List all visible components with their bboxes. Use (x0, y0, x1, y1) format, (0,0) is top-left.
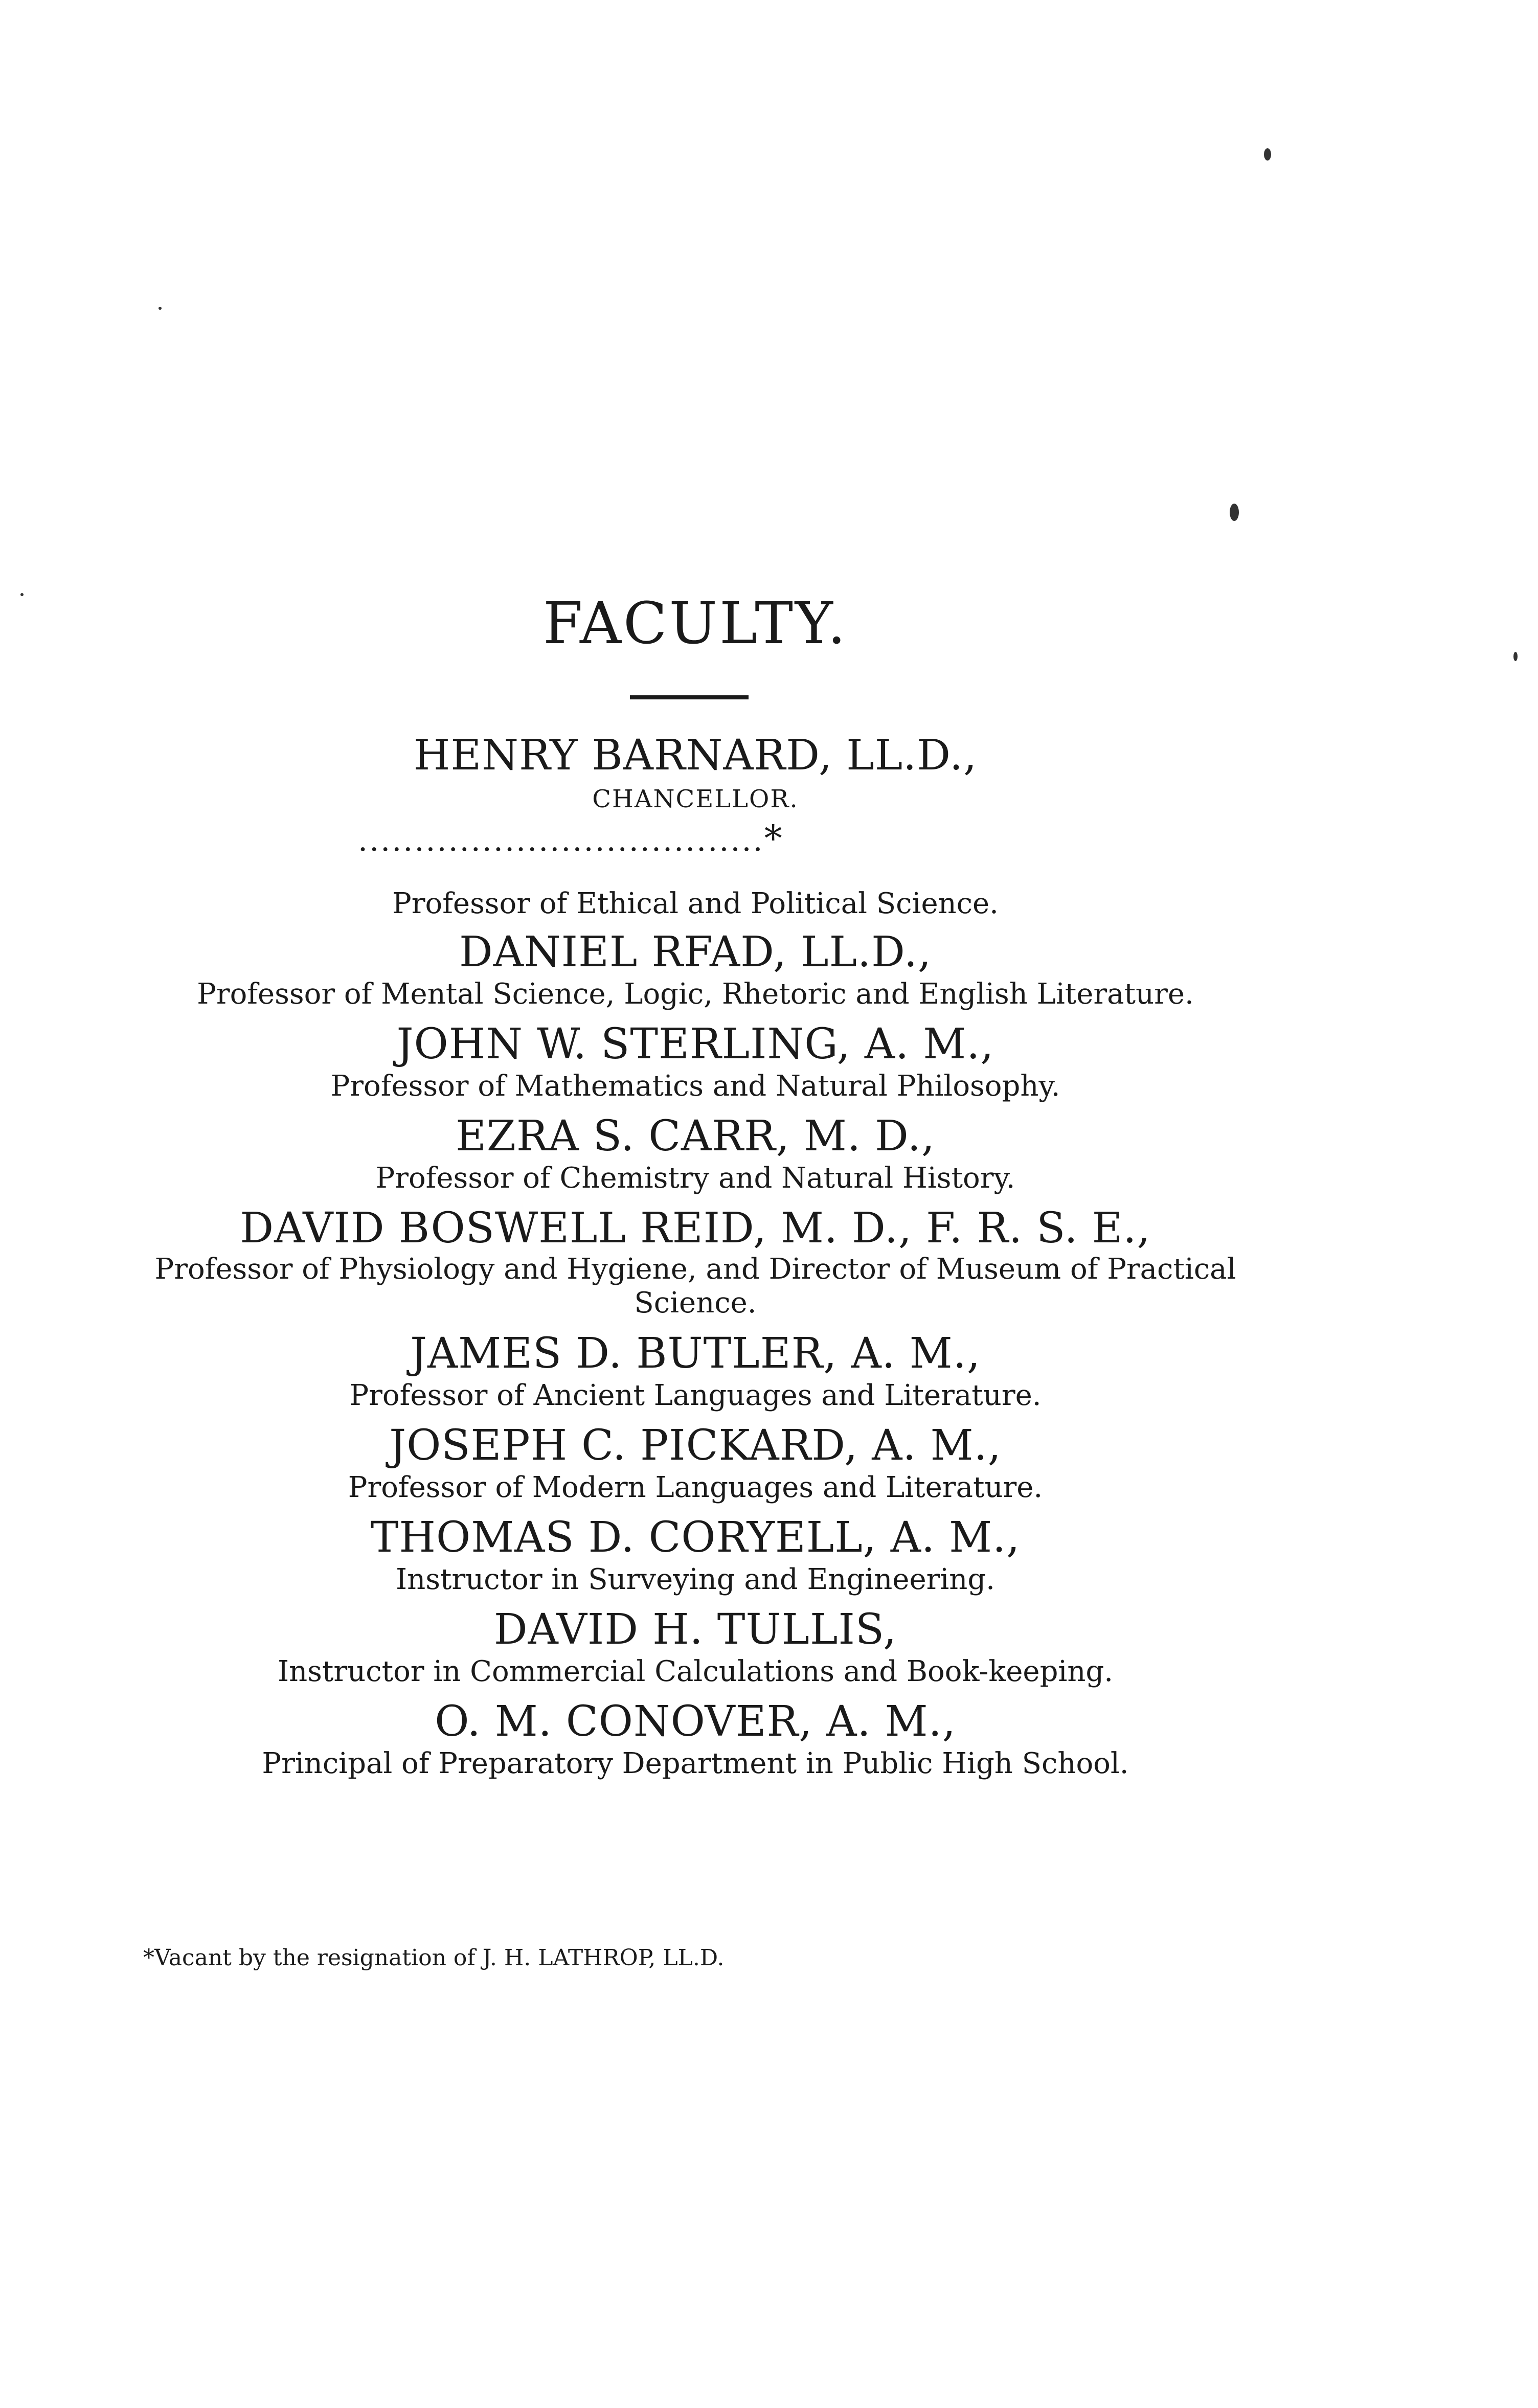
ink-speck (159, 307, 162, 310)
footnote-marker: * (764, 818, 784, 859)
ink-speck (1230, 504, 1239, 521)
faculty-role: Instructor in Surveying and Engineering. (396, 1563, 995, 1596)
faculty-name: DANIEL RFAD, LL.D., (459, 928, 932, 976)
title-rule (630, 695, 749, 699)
faculty-role: Professor of Physiology and Hygiene, and Director of Museum of Practical (154, 1253, 1236, 1286)
page-title: FACULTY. (543, 590, 848, 657)
faculty-name: DAVID H. TULLIS, (493, 1605, 897, 1654)
footnote: *Vacant by the resignation of J. H. LATHROP, LL.D. (143, 1945, 725, 1971)
faculty-role: Professor of Mathematics and Natural Philosophy. (330, 1070, 1060, 1103)
faculty-role: Professor of Modern Languages and Literature. (348, 1471, 1043, 1504)
faculty-name: JAMES D. BUTLER, A. M., (410, 1329, 981, 1378)
faculty-name: O. M. CONOVER, A. M., (435, 1697, 956, 1746)
faculty-role: Instructor in Commercial Calculations and Book-keeping. (277, 1655, 1114, 1688)
dot-leader: .................................... (358, 823, 764, 858)
ink-speck (1264, 148, 1271, 161)
faculty-name: DAVID BOSWELL REID, M. D., F. R. S. E., (240, 1204, 1151, 1253)
chancellor-name: HENRY BARNARD, LL.D., (413, 731, 978, 780)
vacant-role: Professor of Ethical and Political Science. (392, 887, 999, 920)
faculty-name: EZRA S. CARR, M. D., (456, 1112, 935, 1161)
faculty-name: THOMAS D. CORYELL, A. M., (370, 1513, 1021, 1562)
vacant-dotted-line (358, 818, 1023, 861)
faculty-name: JOHN W. STERLING, A. M., (396, 1020, 994, 1069)
faculty-role: Professor of Mental Science, Logic, Rhetoric and English Literature. (197, 978, 1194, 1011)
faculty-role: Professor of Chemistry and Natural History. (375, 1162, 1015, 1195)
chancellor-role: CHANCELLOR. (592, 785, 799, 813)
faculty-role-continued: Science. (634, 1286, 757, 1320)
ink-speck (1513, 652, 1518, 661)
faculty-name: JOSEPH C. PICKARD, A. M., (389, 1421, 1002, 1470)
faculty-role: Professor of Ancient Languages and Literature. (349, 1379, 1042, 1412)
faculty-role: Principal of Preparatory Department in Public High School. (262, 1747, 1129, 1780)
